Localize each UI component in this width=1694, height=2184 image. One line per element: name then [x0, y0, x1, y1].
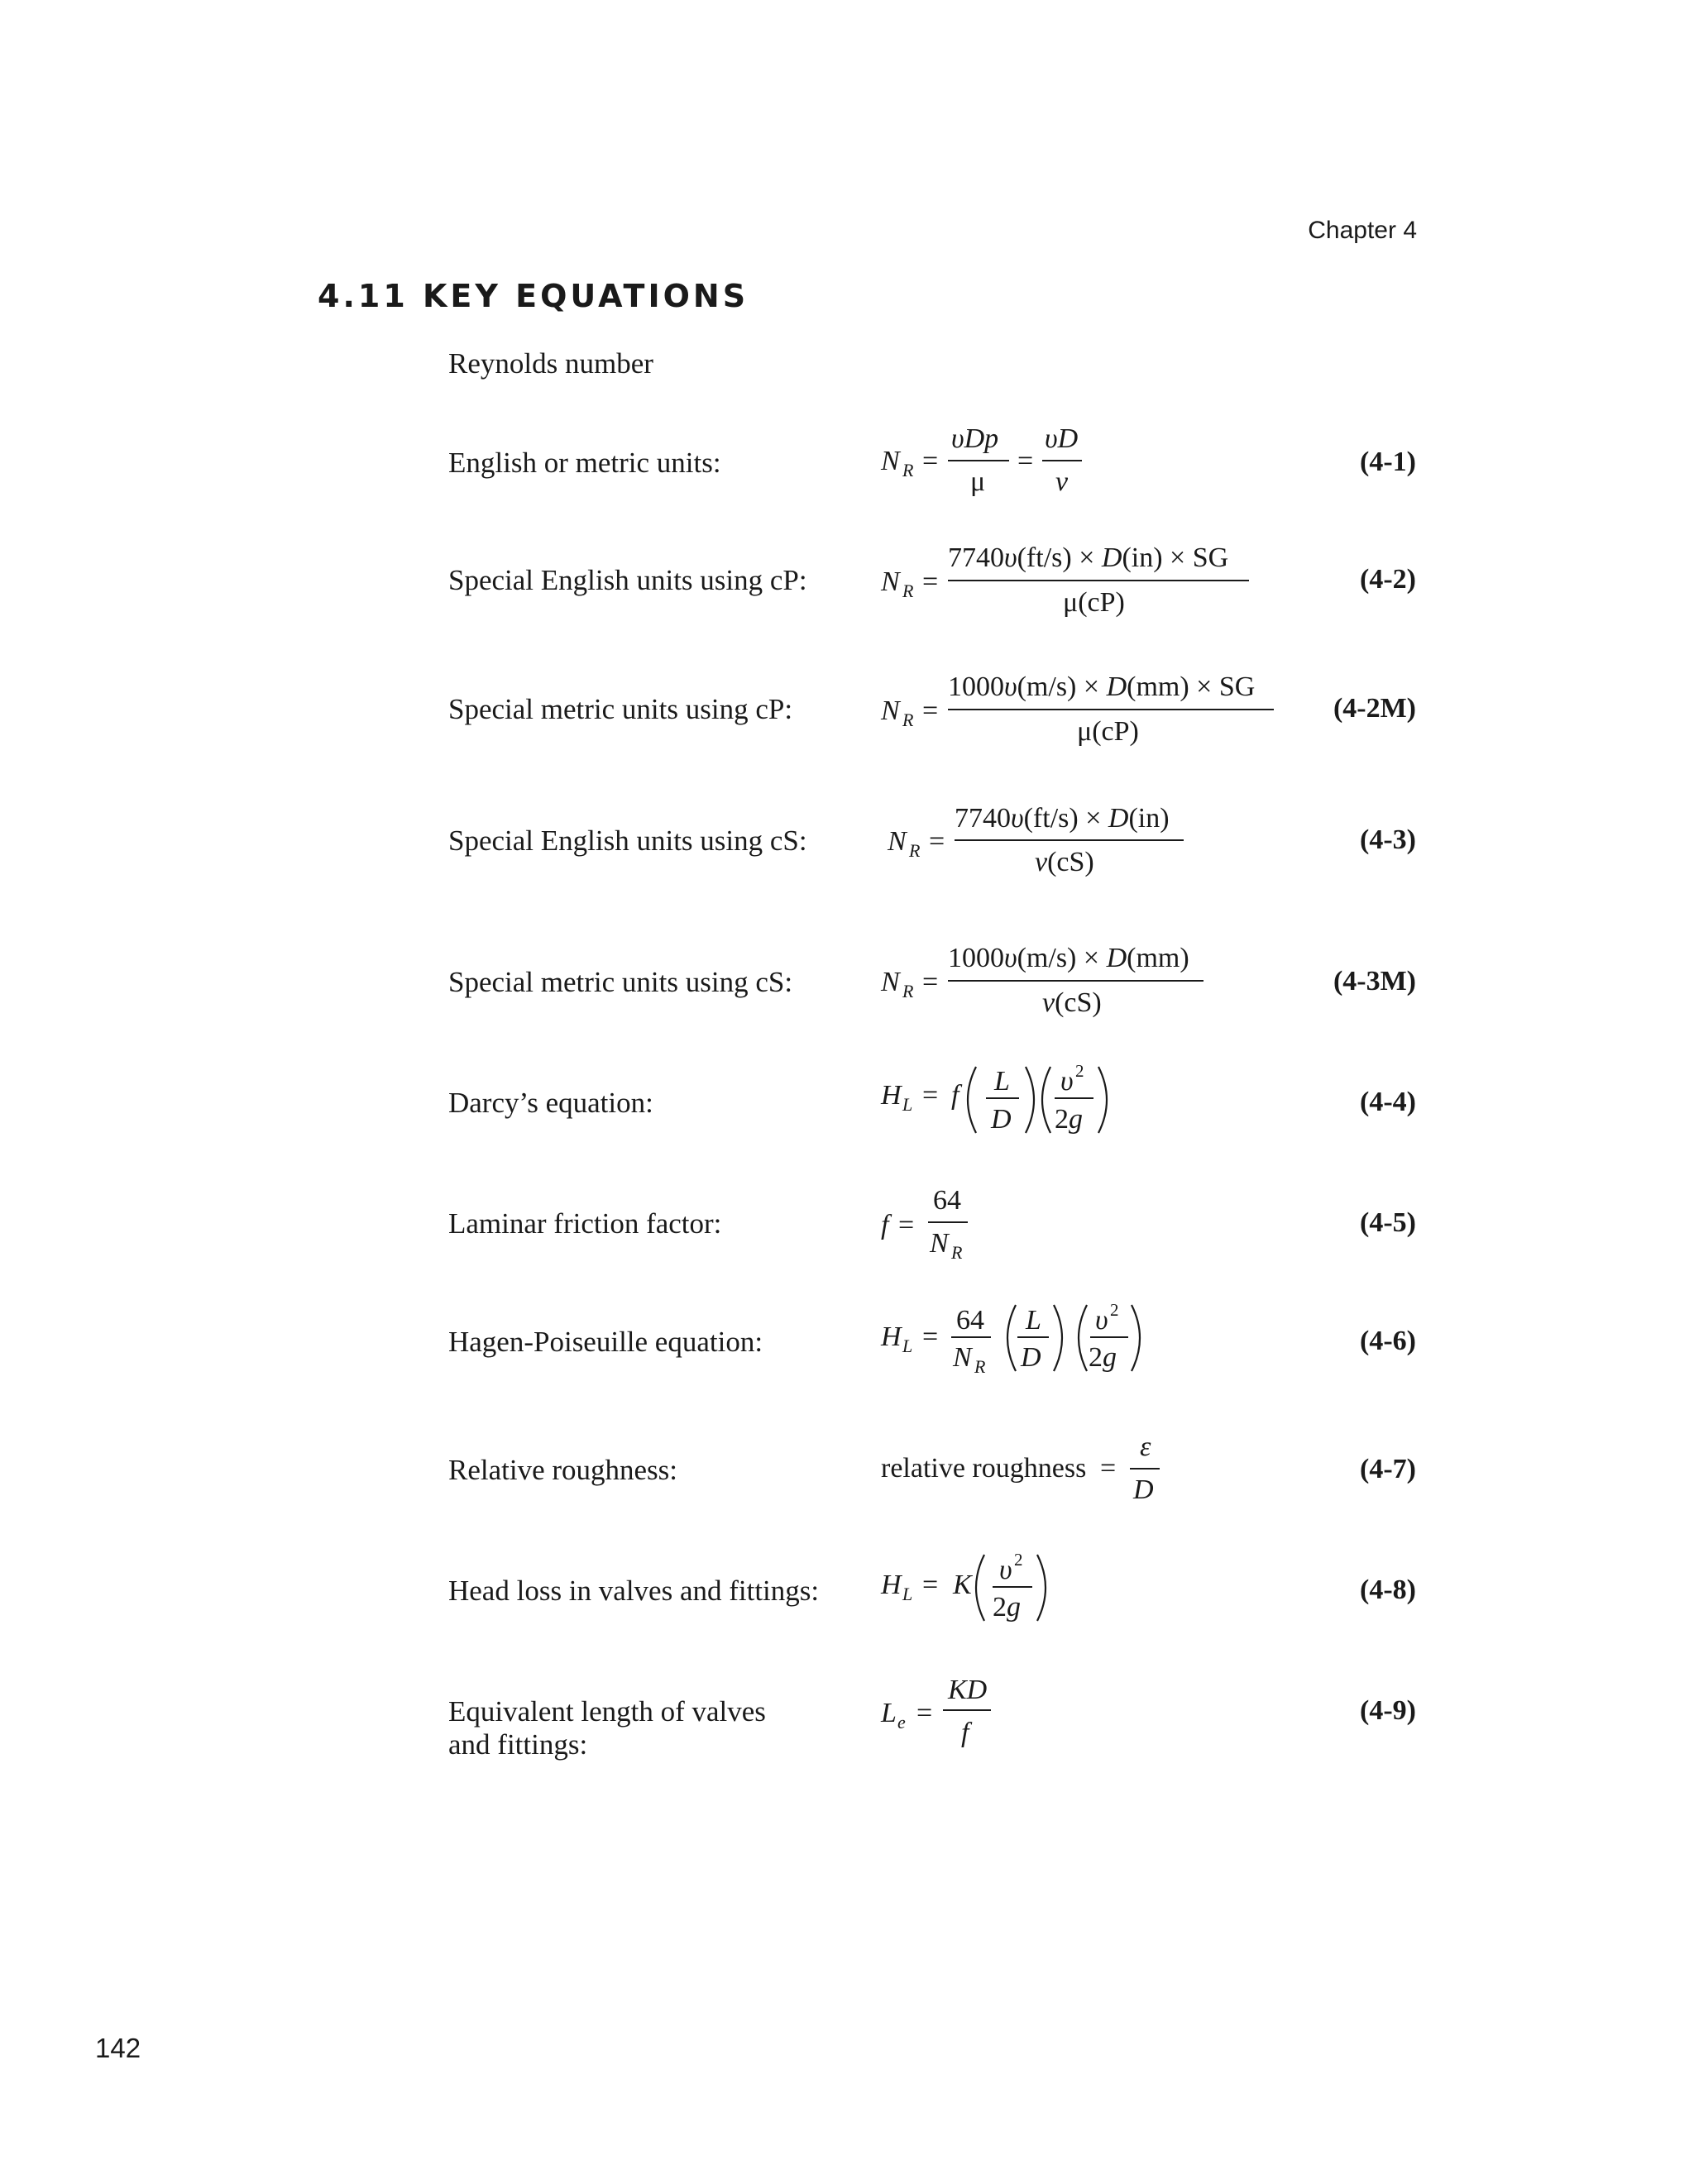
- svg-text:ν: ν: [1055, 466, 1069, 497]
- svg-text:f: f: [951, 1080, 959, 1111]
- equation-number-4-7: (4-7): [1360, 1454, 1416, 1484]
- equation-number-4-4: (4-4): [1360, 1087, 1416, 1117]
- svg-text:=: =: [922, 566, 939, 597]
- equation-label-4-8: Head loss in valves and fittings:: [448, 1575, 820, 1607]
- svg-text:64: 64: [956, 1305, 984, 1336]
- svg-text:H: H: [881, 1570, 902, 1600]
- svg-text:N: N: [881, 695, 900, 726]
- svg-text:=: =: [922, 967, 939, 997]
- svg-text:μ(cP): μ(cP): [1063, 587, 1125, 618]
- svg-text:N: N: [881, 967, 900, 997]
- equation-number-4-2: (4-2): [1360, 564, 1416, 595]
- section-title: 4.11 KEY EQUATIONS: [318, 278, 749, 314]
- svg-text:1000υ(m/s) × D(mm): 1000υ(m/s) × D(mm): [948, 943, 1189, 973]
- svg-text:R: R: [902, 981, 914, 1001]
- equation-4-8: [877, 1548, 1075, 1639]
- equation-4-3: [883, 794, 1214, 885]
- svg-text:7740υ(ft/s) × D(in) × SG: 7740υ(ft/s) × D(in) × SG: [948, 542, 1229, 573]
- svg-text:N: N: [930, 1228, 949, 1259]
- equation-label-4-9: [448, 1695, 766, 1761]
- svg-text:R: R: [909, 840, 921, 861]
- svg-text:N: N: [888, 826, 907, 857]
- equation-number-4-5: (4-5): [1360, 1207, 1416, 1238]
- equation-4-2: [877, 533, 1266, 624]
- svg-text:D: D: [1133, 1474, 1154, 1505]
- svg-text:N: N: [953, 1342, 972, 1373]
- svg-text:ν(cS): ν(cS): [1035, 847, 1094, 877]
- svg-text:υ: υ: [1060, 1066, 1074, 1097]
- svg-text:f: f: [881, 1210, 889, 1240]
- equation-label-4-1: English or metric units:: [448, 447, 721, 479]
- equation-4-2m: [877, 662, 1290, 753]
- svg-text:2: 2: [1014, 1550, 1023, 1570]
- equation-number-4-8: (4-8): [1360, 1575, 1416, 1605]
- svg-text:υD: υD: [1045, 423, 1079, 454]
- svg-text:=: =: [916, 1698, 933, 1728]
- svg-text:L: L: [902, 1094, 913, 1115]
- svg-text:υDp: υDp: [951, 423, 999, 454]
- svg-text:=: =: [922, 446, 939, 476]
- equation-4-7: [877, 1431, 1191, 1513]
- svg-text:7740υ(ft/s) × D(in): 7740υ(ft/s) × D(in): [955, 803, 1170, 834]
- svg-text:=: =: [922, 1321, 939, 1352]
- equation-4-6: [877, 1298, 1150, 1389]
- svg-text:R: R: [951, 1242, 963, 1263]
- svg-text:D: D: [991, 1104, 1012, 1135]
- equation-number-4-3: (4-3): [1360, 824, 1416, 855]
- svg-text:ε: ε: [1140, 1431, 1151, 1462]
- svg-text:L: L: [881, 1698, 897, 1728]
- svg-text:L: L: [902, 1336, 913, 1356]
- svg-text:=: =: [929, 826, 945, 857]
- svg-text:L: L: [994, 1066, 1010, 1097]
- svg-text:2: 2: [1075, 1061, 1084, 1081]
- svg-text:N: N: [881, 566, 900, 597]
- svg-text:2: 2: [1110, 1300, 1119, 1320]
- equation-4-5: [877, 1183, 1042, 1274]
- equation-number-4-3m: (4-3M): [1333, 966, 1416, 996]
- svg-text:ν(cS): ν(cS): [1042, 987, 1102, 1018]
- reynolds-subheading: Reynolds number: [448, 347, 653, 380]
- equation-label-4-9-line1: Equivalent length of valves: [448, 1695, 766, 1728]
- equation-label-4-5: Laminar friction factor:: [448, 1207, 722, 1240]
- svg-text:64: 64: [933, 1185, 961, 1216]
- svg-text:f: f: [961, 1718, 969, 1748]
- equation-4-9: [877, 1670, 1059, 1761]
- svg-text:H: H: [881, 1321, 902, 1352]
- equation-4-3m: [877, 933, 1224, 1024]
- svg-text:=: =: [922, 1080, 939, 1111]
- svg-text:R: R: [902, 710, 914, 730]
- svg-text:μ: μ: [970, 466, 986, 497]
- svg-text:K: K: [953, 1570, 972, 1600]
- svg-text:=: =: [1100, 1453, 1117, 1484]
- svg-text:2g: 2g: [993, 1592, 1021, 1622]
- equation-label-4-2m: Special metric units using cP:: [448, 693, 793, 725]
- svg-text:υ: υ: [1095, 1305, 1108, 1336]
- running-head: Chapter 4: [1308, 217, 1417, 244]
- equation-4-4: [877, 1060, 1125, 1151]
- svg-text:υ: υ: [999, 1555, 1012, 1585]
- equation-number-4-2m: (4-2M): [1333, 693, 1416, 724]
- equation-label-4-4: Darcy’s equation:: [448, 1087, 653, 1119]
- svg-text:L: L: [1026, 1305, 1041, 1336]
- equation-label-4-3: Special English units using cS:: [448, 824, 807, 857]
- svg-text:relative roughness: relative roughness: [881, 1453, 1087, 1484]
- svg-text:L: L: [902, 1584, 913, 1604]
- svg-text:e: e: [897, 1712, 906, 1732]
- svg-text:R: R: [902, 581, 914, 601]
- equation-label-4-6: Hagen-Poiseuille equation:: [448, 1326, 763, 1358]
- equation-label-4-3m: Special metric units using cS:: [448, 966, 793, 998]
- svg-text:R: R: [902, 460, 914, 480]
- equation-number-4-9: (4-9): [1360, 1695, 1416, 1726]
- svg-text:=: =: [1017, 446, 1034, 476]
- page-number: 142: [95, 2033, 141, 2063]
- svg-text:μ(cP): μ(cP): [1077, 716, 1139, 747]
- svg-text:H: H: [881, 1080, 902, 1111]
- equation-number-4-1: (4-1): [1360, 447, 1416, 477]
- svg-text:R: R: [974, 1356, 986, 1377]
- svg-text:D: D: [1021, 1342, 1041, 1373]
- svg-text:=: =: [922, 695, 939, 726]
- svg-text:2g: 2g: [1055, 1104, 1083, 1135]
- svg-text:=: =: [898, 1210, 915, 1240]
- svg-text:KD: KD: [948, 1675, 988, 1705]
- equation-label-4-7: Relative roughness:: [448, 1454, 678, 1486]
- equation-label-4-9-line2: and fittings:: [448, 1728, 588, 1761]
- svg-text:1000υ(m/s) × D(mm) × SG: 1000υ(m/s) × D(mm) × SG: [948, 671, 1256, 702]
- svg-text:=: =: [922, 1570, 939, 1600]
- equation-4-1: [877, 418, 1108, 500]
- equation-label-4-2: Special English units using cP:: [448, 564, 807, 596]
- svg-text:2g: 2g: [1089, 1342, 1117, 1373]
- equation-number-4-6: (4-6): [1360, 1326, 1416, 1356]
- svg-text:N: N: [881, 446, 900, 476]
